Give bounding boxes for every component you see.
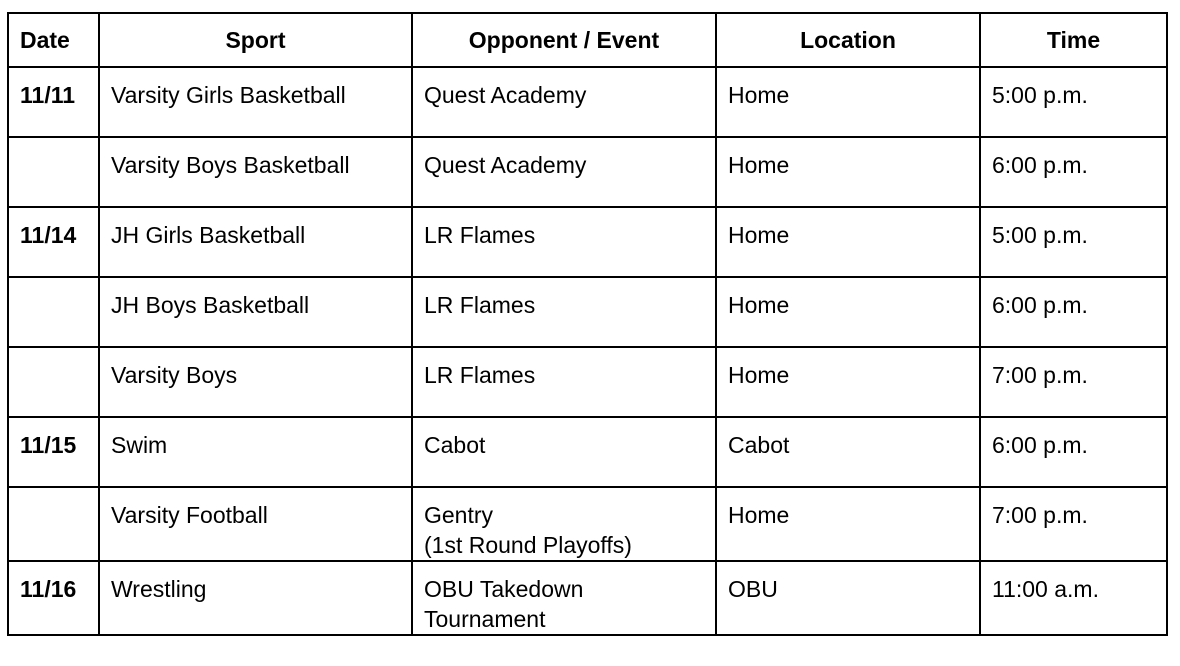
opponent-line: LR Flames bbox=[424, 292, 536, 318]
cell-opponent bbox=[412, 67, 716, 137]
cell-opponent bbox=[412, 137, 716, 207]
cell-time: 5:00 p.m. bbox=[980, 207, 1167, 277]
cell-time: 6:00 p.m. bbox=[980, 417, 1167, 487]
cell-sport: Varsity Boys Basketball bbox=[99, 137, 412, 207]
table-row bbox=[8, 487, 1167, 561]
cell-date: 11/15 bbox=[8, 417, 99, 487]
cell-sport: Varsity Girls Basketball bbox=[99, 67, 412, 137]
cell-location: Home bbox=[716, 137, 980, 207]
schedule-table bbox=[7, 12, 1168, 636]
cell-date bbox=[8, 487, 99, 561]
cell-location: Home bbox=[716, 347, 980, 417]
cell-date: 11/11 bbox=[8, 67, 99, 137]
cell-sport: Swim bbox=[99, 417, 412, 487]
opponent-line: LR Flames bbox=[424, 362, 536, 388]
cell-date: 11/14 bbox=[8, 207, 99, 277]
cell-location: Home bbox=[716, 277, 980, 347]
header-sport: Sport bbox=[99, 13, 412, 67]
cell-opponent bbox=[412, 417, 716, 487]
opponent-line: LR Flames bbox=[424, 222, 536, 248]
table-row bbox=[8, 347, 1167, 417]
cell-time: 7:00 p.m. bbox=[980, 487, 1167, 561]
cell-date: 11/16 bbox=[8, 561, 99, 635]
cell-time: 6:00 p.m. bbox=[980, 137, 1167, 207]
cell-sport: JH Boys Basketball bbox=[99, 277, 412, 347]
cell-date bbox=[8, 277, 99, 347]
header-location: Location bbox=[716, 13, 980, 67]
table-row bbox=[8, 137, 1167, 207]
cell-time: 7:00 p.m. bbox=[980, 347, 1167, 417]
cell-opponent bbox=[412, 487, 716, 561]
cell-opponent bbox=[412, 347, 716, 417]
opponent-line: Quest Academy bbox=[424, 152, 587, 178]
cell-date bbox=[8, 137, 99, 207]
cell-location: Home bbox=[716, 207, 980, 277]
cell-location: Home bbox=[716, 487, 980, 561]
cell-location: Cabot bbox=[716, 417, 980, 487]
cell-time: 6:00 p.m. bbox=[980, 277, 1167, 347]
cell-opponent bbox=[412, 561, 716, 635]
opponent-line: Gentry bbox=[424, 502, 494, 528]
cell-sport: Wrestling bbox=[99, 561, 412, 635]
opponent-line-2: Tournament bbox=[424, 606, 546, 632]
table-row bbox=[8, 561, 1167, 635]
cell-location: OBU bbox=[716, 561, 980, 635]
table-row bbox=[8, 207, 1167, 277]
cell-location: Home bbox=[716, 67, 980, 137]
cell-time: 11:00 a.m. bbox=[980, 561, 1167, 635]
opponent-line-2: (1st Round Playoffs) bbox=[424, 532, 632, 558]
cell-date bbox=[8, 347, 99, 417]
cell-opponent bbox=[412, 277, 716, 347]
header-time: Time bbox=[980, 13, 1167, 67]
cell-time: 5:00 p.m. bbox=[980, 67, 1167, 137]
cell-sport: Varsity Boys bbox=[99, 347, 412, 417]
opponent-line: Quest Academy bbox=[424, 82, 587, 108]
table-row bbox=[8, 67, 1167, 137]
cell-sport: JH Girls Basketball bbox=[99, 207, 412, 277]
table-row bbox=[8, 417, 1167, 487]
table-row bbox=[8, 277, 1167, 347]
opponent-line: Cabot bbox=[424, 432, 486, 458]
cell-opponent bbox=[412, 207, 716, 277]
header-opponent: Opponent / Event bbox=[412, 13, 716, 67]
header-row bbox=[8, 13, 1167, 67]
opponent-line: OBU Takedown bbox=[424, 576, 584, 602]
cell-sport: Varsity Football bbox=[99, 487, 412, 561]
header-date: Date bbox=[8, 13, 99, 67]
